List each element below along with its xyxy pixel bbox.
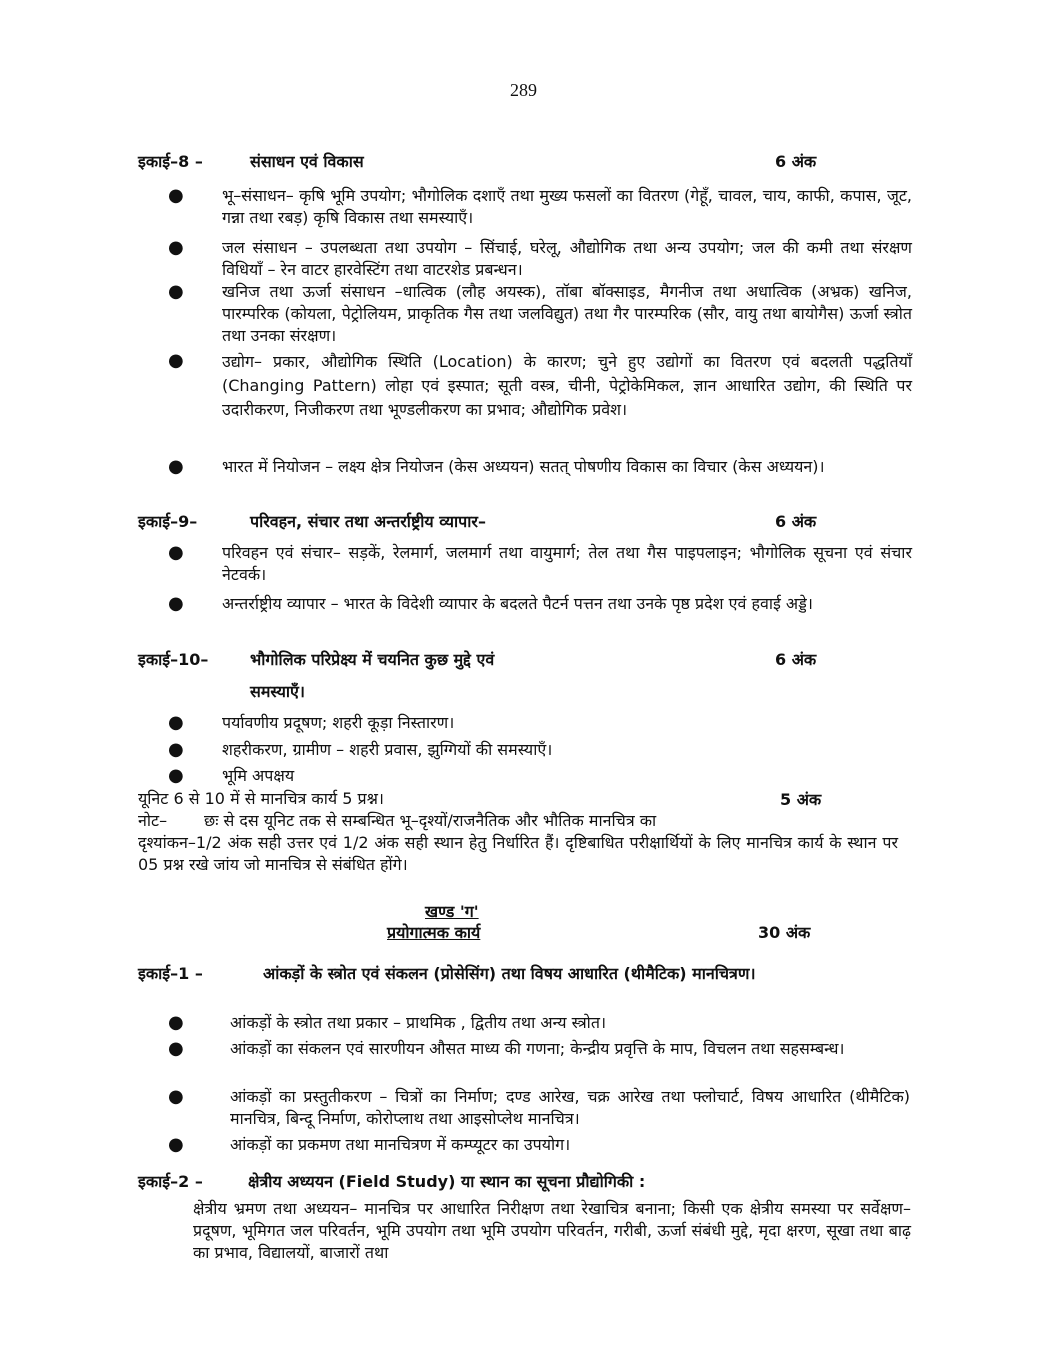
unit-marks: 6 अंक (775, 650, 817, 669)
list-item: जल संसाधन – उपलब्धता तथा उपयोग – सिंचाई, घरेलू, औद्योगिक तथा अन्य उपयोग; जल की कमी तथा संरक्षण विधियाँ – रेन वाटर हारवेस्टिंग तथा वाटरशेड प्रबन्धन। (222, 238, 912, 279)
list-item: आंकड़ों के स्त्रोत तथा प्रकार – प्राथमिक , द्वितीय तथा अन्य स्त्रोत। (230, 1013, 607, 1032)
unit-label: इकाई–10– (138, 650, 209, 669)
unit-marks: 6 अंक (775, 152, 817, 171)
unit8-heading (138, 150, 364, 172)
list-item: भारत में नियोजन – लक्ष्य क्षेत्र नियोजन (केस अध्ययन) सतत् पोषणीय विकास का विचार (केस अध्ययन)। (222, 457, 825, 476)
note (138, 810, 656, 832)
unit-title: संसाधन एवं विकास (250, 152, 364, 171)
unit-title: क्षेत्रीय अध्ययन (Field Study) या स्थान का सूचना प्रौद्योगिकी : (248, 1172, 646, 1191)
list-item: शहरीकरण, ग्रामीण – शहरी प्रवास, झुग्गियों की समस्याएँ। (222, 740, 553, 759)
section-subtitle: प्रयोगात्मक कार्य (387, 923, 481, 942)
page-number: 289 (510, 80, 537, 100)
unit-label: इकाई–8 – (138, 152, 203, 171)
unit-title: परिवहन, संचार तथा अन्तर्राष्ट्रीय व्यापार– (250, 512, 486, 531)
list-item: खनिज तथा ऊर्जा संसाधन –धात्विक (लौह अयस्क), तॉबा बॉक्साइड, मैगनीज तथा अधात्विक (अभ्रक) खनिज, पारम्परिक (कोयला, पेट्रोलियम, प्राकृतिक गैस तथा जलविद्युत) तथा गैर पारम्परिक (सौर, वायु तथा बायोगैस) ऊर्जा स्त्रोत तथा उनका संरक्षण। (222, 282, 912, 345)
list-item: आंकड़ों का प्रस्तुतीकरण – चित्रों का निर्माण; दण्ड आरेख, चक्र आरेख तथा फ्लोचार्ट, विषय आधारित (थीमैटिक) मानचित्र, बिन्दू निर्माण, कोरोप्लाथ तथा आइसोप्लेथ मानचित्र। (230, 1087, 910, 1128)
unit-label: इकाई–1 – (138, 964, 203, 983)
bullet-icon: ● (168, 237, 184, 258)
unit-title: आंकड़ों के स्त्रोत एवं संकलन (प्रोसेसिंग) तथा विषय आधारित (थीमैटिक) मानचित्रण। (263, 964, 756, 983)
section-title: खण्ड 'ग' (425, 902, 479, 921)
bullet-icon: ● (168, 712, 184, 733)
bullet-icon: ● (168, 281, 184, 302)
bullet-icon: ● (168, 1086, 184, 1107)
list-item: परिवहन एवं संचार– सड़कें, रेलमार्ग, जलमार्ग तथा वायुमार्ग; तेल तथा गैस पाइपलाइन; भौगोलिक सूचना एवं संचार नेटवर्क। (222, 543, 912, 584)
unit-marks: 6 अंक (775, 512, 817, 531)
list-item: आंकड़ों का प्रकमण तथा मानचित्रण में कम्प्यूटर का उपयोग। (230, 1135, 571, 1154)
unit-label: इकाई–2 – (138, 1172, 203, 1191)
unit-label: इकाई–9– (138, 512, 198, 531)
practical-unit2-heading (138, 1170, 645, 1192)
bullet-icon: ● (168, 739, 184, 760)
unit9-heading (138, 510, 486, 532)
note-rest: दृश्यांकन–1/2 अंक सही उत्तर एवं 1/2 अंक सही स्थान हेतु निर्धारित हैं। दृष्टिबाधित परीक्षार्थियों के लिए मानचित्र कार्य के स्थान पर 05 प्रश्न रखे जांय जो मानचित्र से संबंधित होंगे। (138, 833, 898, 874)
bullet-icon: ● (168, 1038, 184, 1059)
bullet-icon: ● (168, 350, 184, 371)
list-item: आंकड़ों का संकलन एवं सारणीयन औसत माध्य की गणना; केन्द्रीय प्रवृत्ति के माप, विचलन तथा सहसम्बन्ध। (230, 1039, 845, 1058)
list-item: भू–संसाधन– कृषि भूमि उपयोग; भौगोलिक दशाएँ तथा मुख्य फसलों का वितरण (गेहूँ, चावल, चाय, काफी, कपास, जूट, गन्ना तथा रबड़) कृषि विकास तथा समस्याएँ। (222, 186, 912, 227)
section-marks: 30 अंक (758, 923, 811, 942)
map-work-text: यूनिट 6 से 10 में से मानचित्र कार्य 5 प्रश्न। (138, 789, 384, 808)
bullet-icon: ● (168, 542, 184, 563)
bullet-icon: ● (168, 185, 184, 206)
list-item: पर्यावणीय प्रदूषण; शहरी कूड़ा निस्तारण। (222, 713, 455, 732)
note-line1: छः से दस यूनिट तक से सम्बन्धित भू–दृश्यों/राजनैतिक और भौतिक मानचित्र का (204, 811, 657, 830)
map-work-marks: 5 अंक (780, 790, 822, 809)
bullet-icon: ● (168, 456, 184, 477)
bullet-icon: ● (168, 1134, 184, 1155)
unit10-heading (138, 648, 494, 670)
paragraph: क्षेत्रीय भ्रमण तथा अध्ययन– मानचित्र पर आधारित निरीक्षण तथा रेखाचित्र बनाना; किसी एक क्षेत्रीय समस्या पर सर्वेक्षण– प्रदूषण, भूमिगत जल परिवर्तन, भूमि उपयोग तथा भूमि उपयोग परिवर्तन, गरीबी, ऊर्जा संबंधी मुद्दे, मृदा क्षरण, सूखा तथा बाढ़ का प्रभाव, विद्यालयों, बाजारों तथा (193, 1199, 911, 1262)
unit-title: भौगोलिक परिप्रेक्ष्य में चयनित कुछ मुद्दे एवं (250, 650, 495, 669)
list-item: भूमि अपक्षय (222, 766, 295, 785)
unit-title-continued: समस्याएँ। (250, 682, 305, 701)
list-item: अन्तर्राष्ट्रीय व्यापार – भारत के विदेशी व्यापार के बदलते पैटर्न पत्तन तथा उनके पृष्ठ प्रदेश एवं हवाई अड्डे। (222, 594, 813, 613)
practical-unit1-heading (138, 962, 756, 984)
bullet-icon: ● (168, 765, 184, 786)
note-label: नोट– (138, 811, 168, 830)
list-item: उद्योग– प्रकार, औद्योगिक स्थिति (Location) के कारण; चुने हुए उद्योगों का वितरण एवं बदलती पद्धतियाँ (Changing Pattern) लोहा एवं इस्पात; सूती वस्त्र, चीनी, पेट्रोकेमिकल, ज्ञान आधारित उद्योग, की स्थिति पर उदारीकरण, निजीकरण तथा भूण्डलीकरण का प्रभाव; औद्योगिक प्रवेश। (222, 352, 912, 419)
bullet-icon: ● (168, 1012, 184, 1033)
bullet-icon: ● (168, 593, 184, 614)
